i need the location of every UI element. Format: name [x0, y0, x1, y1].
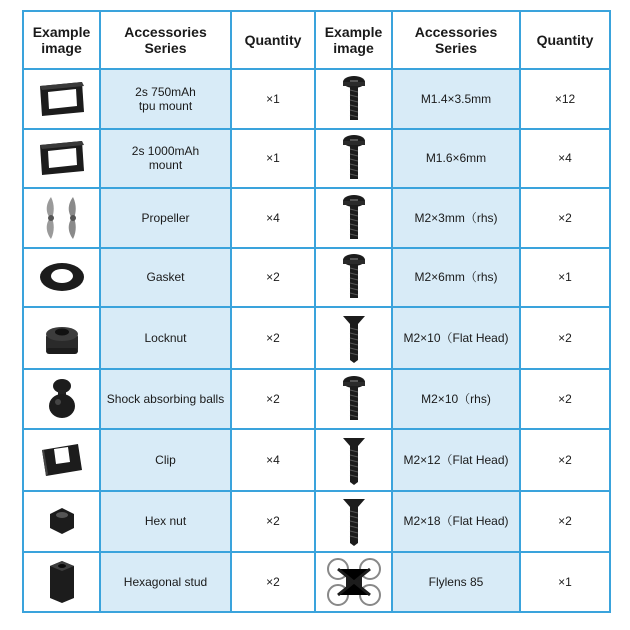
left-accessory-name: Locknut [100, 307, 231, 369]
left-example-image [23, 552, 100, 612]
left-example-image [23, 129, 100, 189]
left-example-image [23, 69, 100, 129]
left-quantity: ×2 [231, 552, 315, 612]
right-accessory-name: M2×3mm（rhs) [392, 188, 520, 248]
table-row [23, 429, 610, 491]
right-accessory-name: M2×12（Flat Head) [392, 429, 520, 491]
screw-icon [341, 252, 367, 302]
header-accessories-series: Accessories Series [392, 11, 520, 69]
hex-stud-icon [42, 558, 82, 606]
right-accessory-name: Flylens 85 [392, 552, 520, 612]
screw-icon [341, 133, 367, 183]
right-quantity: ×2 [520, 429, 610, 491]
left-accessory-name: Gasket [100, 248, 231, 308]
right-accessory-name: M2×18（Flat Head) [392, 491, 520, 553]
right-example-image [315, 69, 392, 129]
left-quantity: ×2 [231, 369, 315, 429]
table-row [23, 552, 610, 612]
flat-head-screw-icon [341, 434, 367, 486]
left-accessory-name: Propeller [100, 188, 231, 248]
header-quantity: Quantity [520, 11, 610, 69]
drone-icon [324, 557, 384, 607]
left-quantity: ×1 [231, 129, 315, 189]
left-accessory-name: Hexagonal stud [100, 552, 231, 612]
left-example-image [23, 491, 100, 553]
right-quantity: ×2 [520, 188, 610, 248]
table-row [23, 307, 610, 369]
right-example-image [315, 129, 392, 189]
left-quantity: ×2 [231, 491, 315, 553]
left-quantity: ×2 [231, 248, 315, 308]
right-accessory-name: M2×10（Flat Head) [392, 307, 520, 369]
locknut-icon [40, 318, 84, 358]
right-example-image [315, 307, 392, 369]
right-example-image [315, 429, 392, 491]
shock-ball-icon [44, 376, 80, 422]
left-quantity: ×1 [231, 69, 315, 129]
right-example-image [315, 369, 392, 429]
table-row [23, 248, 610, 308]
right-example-image [315, 248, 392, 308]
screw-icon [341, 74, 367, 124]
right-accessory-name: M2×10（rhs) [392, 369, 520, 429]
right-example-image [315, 552, 392, 612]
table-row [23, 188, 610, 248]
left-quantity: ×4 [231, 429, 315, 491]
left-accessory-name: 2s 750mAh tpu mount [100, 69, 231, 129]
gasket-icon [37, 260, 87, 294]
left-accessory-name: 2s 1000mAh mount [100, 129, 231, 189]
right-accessory-name: M1.4×3.5mm [392, 69, 520, 129]
left-quantity: ×4 [231, 188, 315, 248]
right-example-image [315, 188, 392, 248]
accessories-table [22, 10, 611, 613]
table-row [23, 129, 610, 189]
left-quantity: ×2 [231, 307, 315, 369]
hex-nut-icon [42, 504, 82, 538]
right-quantity: ×2 [520, 491, 610, 553]
right-quantity: ×2 [520, 369, 610, 429]
tpu-mount-icon [36, 78, 88, 120]
right-quantity: ×1 [520, 248, 610, 308]
left-example-image [23, 429, 100, 491]
right-accessory-name: M2×6mm（rhs) [392, 248, 520, 308]
table-row [23, 369, 610, 429]
header-row [23, 11, 610, 69]
right-quantity: ×1 [520, 552, 610, 612]
left-example-image [23, 307, 100, 369]
flat-head-screw-icon [341, 312, 367, 364]
right-example-image [315, 491, 392, 553]
screw-icon [341, 193, 367, 243]
header-accessories-series: Accessories Series [100, 11, 231, 69]
left-accessory-name: Clip [100, 429, 231, 491]
right-accessory-name: M1.6×6mm [392, 129, 520, 189]
left-accessory-name: Shock absorbing balls [100, 369, 231, 429]
header-example-image: Example image [315, 11, 392, 69]
right-quantity: ×2 [520, 307, 610, 369]
propeller-icon [37, 195, 87, 241]
tpu-mount-icon [36, 137, 88, 179]
right-quantity: ×12 [520, 69, 610, 129]
flat-head-screw-icon [341, 495, 367, 547]
left-example-image [23, 188, 100, 248]
left-example-image [23, 248, 100, 308]
header-quantity: Quantity [231, 11, 315, 69]
clip-icon [38, 440, 86, 480]
screw-icon [341, 374, 367, 424]
table-row [23, 491, 610, 553]
header-example-image: Example image [23, 11, 100, 69]
table-row [23, 69, 610, 129]
right-quantity: ×4 [520, 129, 610, 189]
left-example-image [23, 369, 100, 429]
left-accessory-name: Hex nut [100, 491, 231, 553]
